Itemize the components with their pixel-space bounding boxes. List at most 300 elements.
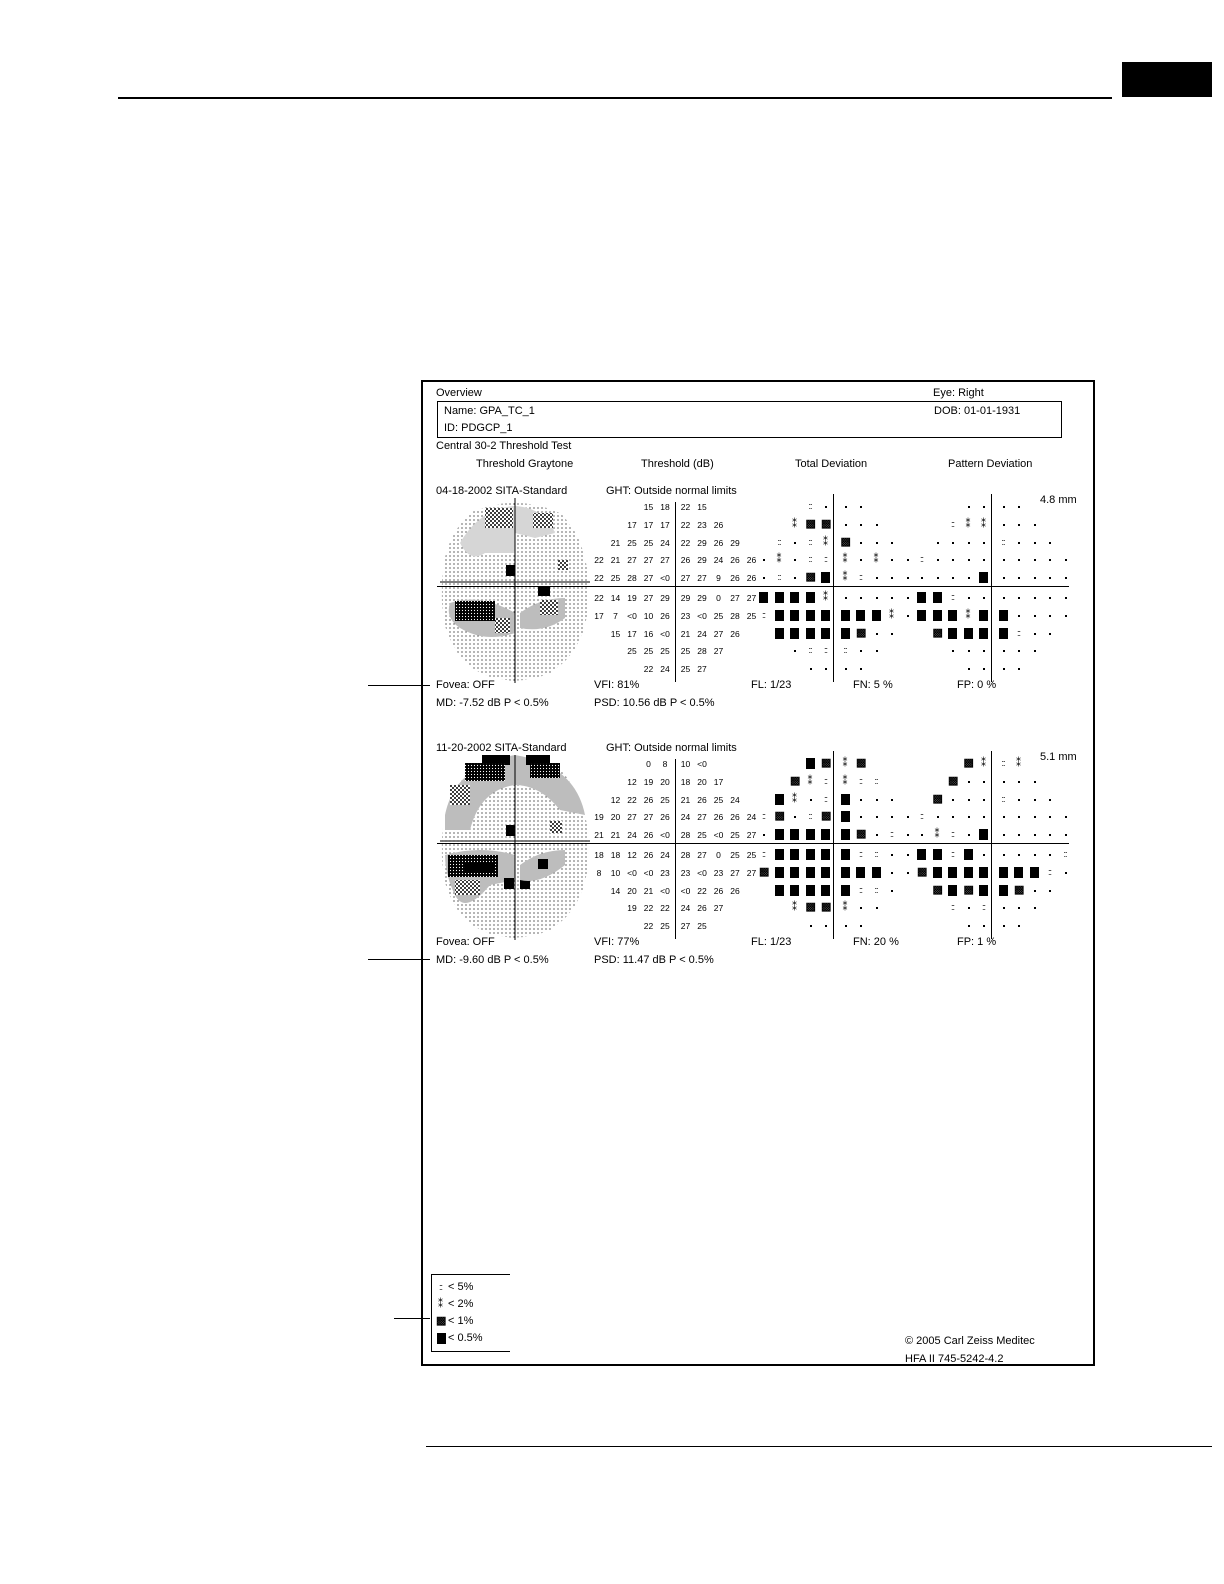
threshold-value: 26: [730, 628, 740, 639]
threshold-value: 25: [660, 646, 670, 657]
deviation-symbol: [841, 849, 850, 860]
threshold-value: 25: [660, 921, 670, 932]
deviation-symbol: [917, 592, 926, 603]
deviation-symbol: ::: [843, 645, 847, 656]
deviation-symbol: ::: [1063, 849, 1067, 859]
threshold-value: 26: [660, 610, 670, 621]
deviation-symbol: [841, 628, 850, 639]
deviation-symbol: ::: [761, 849, 765, 859]
deviation-symbol: [872, 610, 881, 621]
deviation-symbol: [952, 577, 954, 579]
deviation-symbol: [1003, 577, 1005, 579]
deviation-symbol: [790, 829, 799, 840]
deviation-symbol: [794, 577, 796, 579]
deviation-symbol: [806, 829, 815, 840]
threshold-value: 23: [680, 867, 691, 878]
threshold-value: 7: [613, 610, 618, 621]
deviation-symbol: ▩: [856, 626, 867, 639]
deviation-symbol: [806, 758, 815, 769]
deviation-symbol: [1003, 668, 1005, 670]
deviation-symbol: [841, 867, 850, 878]
threshold-value: 27: [746, 830, 757, 841]
threshold-value: 26: [730, 573, 740, 584]
report-title: Overview: [436, 387, 482, 399]
legend-item: [436, 1315, 506, 1329]
deviation-symbol: [952, 542, 954, 544]
total-deviation-grid: [759, 502, 909, 682]
deviation-symbol: [1003, 816, 1005, 818]
deviation-symbol: ▩: [1014, 883, 1025, 896]
threshold-value: 22: [680, 502, 691, 512]
deviation-symbol: [1049, 615, 1051, 617]
threshold-value: 25: [627, 537, 637, 548]
deviation-symbol: [876, 633, 878, 635]
deviation-symbol: [1049, 597, 1051, 599]
threshold-value: 22: [643, 921, 654, 932]
threshold-value: 27: [680, 573, 691, 584]
deviation-symbol: [876, 816, 878, 818]
deviation-symbol: ⁑: [842, 775, 848, 787]
exam-date-strategy: 04-18-2002 SITA-Standard: [436, 485, 568, 497]
deviation-symbol: ▩: [821, 517, 832, 530]
deviation-symbol: [806, 592, 815, 603]
deviation-symbol: [1034, 799, 1036, 801]
threshold-value: 29: [730, 537, 740, 548]
exam-psd: PSD: 11.47 dB P < 0.5%: [594, 954, 714, 966]
deviation-symbol: [968, 925, 970, 927]
deviation-symbol: ⁑: [823, 592, 828, 603]
deviation-symbol: ▩: [774, 810, 785, 823]
graytone-plot: [440, 498, 590, 683]
threshold-value: 0: [716, 850, 721, 860]
threshold-value: 22: [594, 573, 604, 584]
deviation-symbol: [825, 925, 827, 927]
exam-vfi: VFI: 81%: [594, 679, 640, 691]
patient-id: ID: PDGCP_1: [444, 422, 513, 434]
threshold-value: 12: [627, 776, 637, 787]
deviation-symbol: [1049, 559, 1051, 561]
exam-pupil: 4.8 mm: [1040, 494, 1077, 506]
deviation-symbol: [876, 542, 878, 544]
deviation-symbol: [937, 577, 939, 579]
exam-h-axis: [437, 586, 1069, 587]
deviation-symbol: ::: [919, 554, 923, 565]
deviation-symbol: [917, 849, 926, 860]
deviation-symbol: ::: [874, 884, 878, 895]
deviation-symbol: ▩: [821, 901, 832, 914]
threshold-value: 26: [643, 794, 654, 805]
deviation-symbol: ::: [808, 501, 812, 511]
deviation-symbol: [821, 829, 830, 840]
legend-label: < 1%: [448, 1315, 474, 1327]
deviation-symbol: ::: [777, 536, 781, 547]
deviation-symbol: [810, 925, 812, 927]
threshold-value: 21: [594, 830, 604, 841]
threshold-value: 18: [660, 502, 670, 512]
deviation-symbol: [794, 650, 796, 652]
pattern-deviation-grid: [917, 502, 1067, 682]
exam-fl: FL: 1/23: [751, 936, 792, 948]
legend-item: [436, 1298, 506, 1312]
deviation-symbol: [983, 559, 985, 561]
threshold-value: 28: [627, 573, 637, 584]
threshold-grid: [593, 759, 758, 939]
deviation-symbol: ⁑: [889, 609, 894, 621]
deviation-symbol: [775, 628, 784, 639]
deviation-symbol: [876, 799, 878, 801]
deviation-symbol: [933, 610, 942, 621]
deviation-symbol: ::: [874, 775, 878, 786]
deviation-symbol: [872, 867, 881, 878]
threshold-value: <0: [697, 759, 707, 769]
threshold-value: 28: [697, 646, 707, 657]
exam-fn: FN: 5 %: [853, 679, 893, 691]
deviation-symbol: ::: [1047, 866, 1051, 877]
deviation-symbol: ::: [858, 572, 862, 583]
threshold-value: 29: [697, 537, 707, 548]
exam-psd: PSD: 10.56 dB P < 0.5%: [594, 697, 715, 709]
threshold-value: 9: [716, 573, 721, 584]
threshold-value: 22: [680, 519, 691, 530]
threshold-value: 25: [713, 794, 724, 805]
deviation-symbol: [907, 834, 909, 836]
deviation-symbol: ::: [808, 811, 812, 822]
deviation-symbol: [968, 650, 970, 652]
exam-md: MD: -9.60 dB P < 0.5%: [436, 954, 549, 966]
deviation-symbol: [1003, 559, 1005, 561]
deviation-symbol: [1018, 597, 1020, 599]
deviation-symbol: [891, 577, 893, 579]
deviation-symbol: [1065, 615, 1067, 617]
header-graytone: Threshold Graytone: [476, 458, 574, 470]
threshold-value: 24: [713, 555, 724, 566]
graytone-plot: [440, 755, 590, 940]
threshold-value: 27: [713, 646, 724, 657]
deviation-symbol: [763, 559, 765, 561]
threshold-value: 27: [643, 812, 654, 823]
top-rule: [118, 97, 1112, 99]
deviation-symbol: [1018, 542, 1020, 544]
deviation-symbol: [948, 610, 957, 621]
deviation-symbol: [1065, 577, 1067, 579]
deviation-symbol: ::: [761, 609, 765, 620]
deviation-symbol: [1049, 542, 1051, 544]
deviation-symbol: [1030, 867, 1039, 878]
deviation-symbol: ::: [808, 554, 812, 565]
deviation-symbol: [845, 524, 847, 526]
threshold-value: 24: [660, 850, 670, 860]
deviation-symbol: ⁑: [981, 758, 986, 769]
deviation-symbol: [856, 610, 865, 621]
deviation-symbol: ::: [950, 592, 954, 602]
deviation-symbol: ▩: [759, 865, 770, 878]
legend-item: [436, 1281, 506, 1295]
deviation-symbol: [937, 559, 939, 561]
deviation-symbol: [1049, 577, 1051, 579]
deviation-symbol: ::: [874, 849, 878, 859]
threshold-value: 22: [660, 903, 670, 914]
threshold-value: 27: [643, 555, 654, 566]
deviation-symbol: [979, 829, 988, 840]
threshold-value: <0: [660, 628, 670, 639]
deviation-symbol: [821, 867, 830, 878]
legend-symbol-2: ⁑: [438, 1299, 443, 1310]
deviation-symbol: [1065, 872, 1067, 874]
deviation-symbol: ▩: [821, 757, 832, 769]
deviation-symbol: ::: [858, 884, 862, 895]
deviation-symbol: [999, 610, 1008, 621]
threshold-value: 22: [643, 903, 654, 914]
threshold-value: 27: [627, 812, 637, 823]
deviation-symbol: ▩: [856, 828, 867, 841]
deviation-symbol: [933, 592, 942, 603]
deviation-symbol: [775, 592, 784, 603]
exam-fovea: Fovea: OFF: [436, 679, 495, 691]
deviation-symbol: [968, 799, 970, 801]
deviation-symbol: [821, 885, 830, 896]
threshold-value: 26: [643, 850, 654, 860]
deviation-symbol: ⁑: [981, 518, 986, 530]
deviation-symbol: [964, 628, 973, 639]
threshold-value: 20: [660, 776, 670, 787]
deviation-symbol: [1003, 524, 1005, 526]
deviation-symbol: ⁑: [842, 572, 848, 584]
deviation-symbol: [983, 799, 985, 801]
deviation-symbol: ::: [919, 811, 923, 822]
deviation-symbol: [964, 849, 973, 860]
deviation-symbol: [1049, 816, 1051, 818]
deviation-symbol: [1018, 816, 1020, 818]
eye-label: Eye: Right: [933, 387, 984, 399]
deviation-symbol: ::: [981, 902, 985, 913]
deviation-symbol: ▩: [856, 757, 867, 769]
deviation-symbol: [790, 849, 799, 860]
pattern-dev-v-axis: [991, 494, 992, 682]
deviation-symbol: [841, 610, 850, 621]
threshold-value: 0: [646, 759, 651, 769]
threshold-value: 24: [730, 794, 740, 805]
report-frame: [421, 380, 1095, 1366]
deviation-symbol: [1003, 506, 1005, 508]
deviation-symbol: [933, 867, 942, 878]
deviation-symbol: [1003, 925, 1005, 927]
threshold-value: 19: [627, 593, 637, 603]
deviation-symbol: [983, 925, 985, 927]
deviation-symbol: [891, 799, 893, 801]
deviation-symbol: [806, 885, 815, 896]
legend-symbol-1: ▩: [436, 1315, 447, 1327]
deviation-symbol: [806, 628, 815, 639]
deviation-symbol: ::: [823, 554, 827, 565]
threshold-value: 17: [627, 519, 637, 530]
threshold-value: 21: [680, 628, 691, 639]
threshold-value: 17: [643, 519, 654, 530]
deviation-symbol: [917, 610, 926, 621]
deviation-symbol: [999, 885, 1008, 896]
deviation-symbol: ⁑: [792, 793, 797, 805]
deviation-symbol: [1018, 506, 1020, 508]
deviation-symbol: [860, 799, 862, 801]
threshold-value: 26: [746, 555, 757, 566]
threshold-value: 25: [713, 610, 724, 621]
threshold-value: 26: [643, 830, 654, 841]
threshold-value: 12: [610, 794, 621, 805]
deviation-symbol: [790, 628, 799, 639]
deviation-symbol: [968, 506, 970, 508]
deviation-symbol: ⁑: [823, 536, 828, 548]
deviation-symbol: [937, 816, 939, 818]
deviation-symbol: [1034, 781, 1036, 783]
deviation-symbol: [1034, 542, 1036, 544]
deviation-symbol: ▩: [963, 883, 974, 896]
threshold-value: 26: [730, 555, 740, 566]
threshold-value: 27: [713, 628, 724, 639]
threshold-value: 8: [596, 867, 602, 878]
deviation-symbol: [948, 885, 957, 896]
deviation-symbol: [1003, 650, 1005, 652]
threshold-value: 21: [680, 794, 691, 805]
deviation-symbol: [841, 829, 850, 840]
threshold-value: 27: [713, 903, 724, 914]
threshold-value: 19: [627, 903, 637, 914]
deviation-symbol: [1018, 799, 1020, 801]
legend-label: < 5%: [448, 1281, 474, 1293]
deviation-symbol: [860, 816, 862, 818]
pattern-deviation-grid: [917, 759, 1067, 939]
deviation-symbol: ▩: [805, 517, 816, 530]
deviation-symbol: [1018, 907, 1020, 909]
deviation-symbol: [841, 794, 850, 805]
deviation-symbol: [1034, 597, 1036, 599]
deviation-symbol: [841, 811, 850, 822]
threshold-value: 23: [713, 867, 724, 878]
deviation-symbol: ::: [808, 645, 812, 656]
deviation-symbol: ▩: [948, 774, 959, 787]
deviation-symbol: [979, 885, 988, 896]
exam-fl: FL: 1/23: [751, 679, 792, 691]
threshold-value: 24: [680, 812, 691, 823]
deviation-symbol: [1018, 615, 1020, 617]
threshold-value: 26: [697, 903, 707, 914]
patient-dob: DOB: 01-01-1931: [934, 405, 1021, 417]
threshold-value: 21: [610, 537, 621, 548]
threshold-value: 18: [680, 776, 691, 787]
deviation-symbol: ▩: [932, 792, 943, 805]
deviation-symbol: [876, 524, 878, 526]
threshold-value: <0: [627, 610, 637, 621]
total-dev-v-axis: [833, 494, 834, 682]
deviation-symbol: [952, 816, 954, 818]
deviation-symbol: [1034, 834, 1036, 836]
deviation-symbol: [1018, 834, 1020, 836]
deviation-symbol: ::: [858, 775, 862, 786]
deviation-symbol: [907, 559, 909, 561]
deviation-symbol: [860, 907, 862, 909]
threshold-value: 15: [697, 502, 707, 512]
threshold-value: 27: [680, 921, 691, 932]
threshold-value: 27: [697, 812, 707, 823]
threshold-value: 29: [660, 593, 670, 603]
deviation-symbol: [933, 849, 942, 860]
deviation-symbol: ⁑: [842, 902, 848, 914]
deviation-symbol: [968, 542, 970, 544]
deviation-symbol: [876, 650, 878, 652]
deviation-symbol: [1034, 650, 1036, 652]
deviation-symbol: [968, 816, 970, 818]
exam-fp: FP: 0 %: [957, 679, 997, 691]
threshold-value: 16: [643, 628, 654, 639]
deviation-symbol: [983, 597, 985, 599]
threshold-value: <0: [697, 867, 707, 878]
deviation-symbol: ::: [950, 829, 954, 840]
deviation-symbol: ::: [950, 902, 954, 913]
deviation-symbol: [1034, 816, 1036, 818]
deviation-symbol: [825, 668, 827, 670]
deviation-symbol: [964, 867, 973, 878]
threshold-value: 21: [610, 830, 621, 841]
threshold-value: 22: [697, 885, 707, 896]
threshold-value: 27: [697, 850, 707, 860]
deviation-symbol: [983, 854, 985, 856]
threshold-value: 15: [610, 628, 621, 639]
deviation-symbol: [968, 668, 970, 670]
threshold-value: <0: [627, 867, 637, 878]
deviation-symbol: [775, 794, 784, 805]
threshold-grid: [593, 502, 758, 682]
deviation-symbol: [921, 834, 923, 836]
threshold-value: 22: [594, 593, 604, 603]
deviation-symbol: [1065, 816, 1067, 818]
deviation-symbol: [1065, 597, 1067, 599]
threshold-value: 15: [643, 502, 654, 512]
deviation-symbol: [907, 854, 909, 856]
graytone-svg: [440, 498, 590, 683]
threshold-value: 26: [713, 537, 724, 548]
deviation-symbol: [759, 592, 768, 603]
deviation-symbol: [860, 524, 862, 526]
deviation-symbol: [952, 799, 954, 801]
deviation-symbol: ▩: [790, 774, 801, 787]
threshold-value: <0: [660, 573, 670, 584]
deviation-symbol: [845, 597, 847, 599]
deviation-symbol: ▩: [840, 535, 851, 548]
deviation-symbol: [1034, 524, 1036, 526]
header-threshold: Threshold (dB): [641, 458, 714, 470]
chapter-tab: [1122, 62, 1212, 97]
patient-box: [437, 401, 1062, 438]
threshold-value: 14: [610, 885, 621, 896]
deviation-symbol: [821, 572, 830, 583]
threshold-value: 12: [627, 850, 637, 860]
graytone-svg: [440, 755, 590, 940]
threshold-value: 23: [697, 519, 707, 530]
threshold-value: 27: [627, 555, 637, 566]
legend-symbol-5: ::: [438, 1282, 442, 1292]
deviation-symbol: [860, 650, 862, 652]
deviation-symbol: [921, 577, 923, 579]
legend-label: < 0.5%: [448, 1332, 483, 1344]
deviation-symbol: ▩: [932, 883, 943, 896]
exam-md: MD: -7.52 dB P < 0.5%: [436, 697, 549, 709]
deviation-symbol: ▩: [917, 865, 928, 878]
threshold-value: <0: [643, 867, 654, 878]
deviation-symbol: [979, 867, 988, 878]
deviation-symbol: [790, 610, 799, 621]
threshold-value: 27: [660, 555, 670, 566]
threshold-value: 25: [730, 850, 740, 860]
deviation-symbol: [790, 592, 799, 603]
deviation-symbol: [1049, 633, 1051, 635]
